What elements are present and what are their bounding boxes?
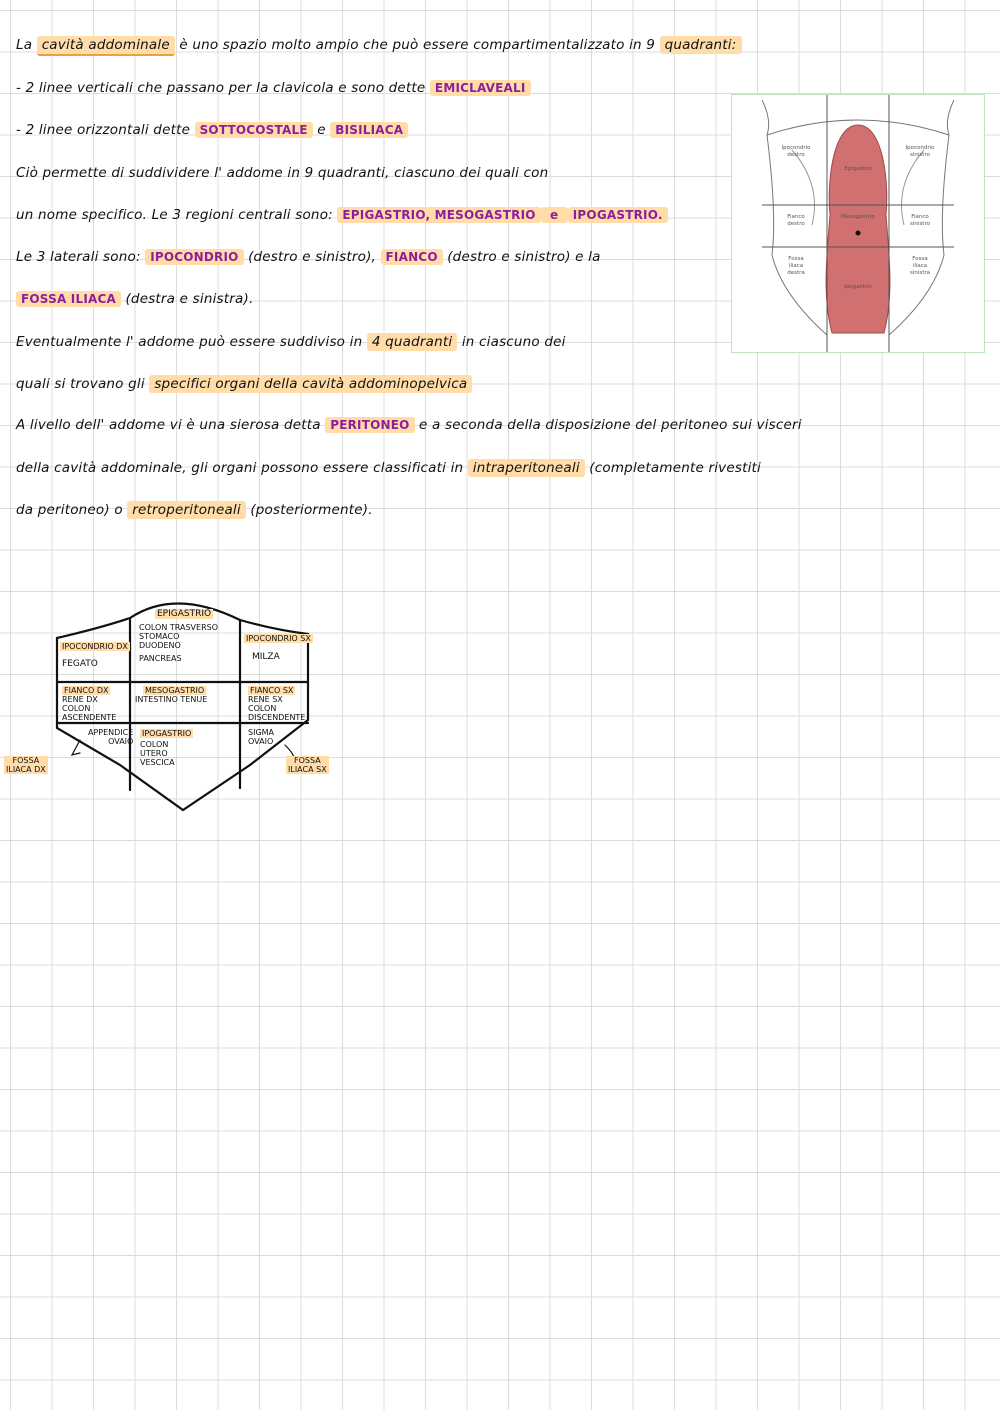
quadrants-sketch bbox=[0, 590, 360, 820]
highlight-cavita: cavità addominale bbox=[37, 36, 175, 56]
highlight-4-quadranti: 4 quadranti bbox=[367, 333, 457, 351]
label-mesogastrium: Mesogastrio bbox=[841, 214, 875, 220]
text: da peritoneo) o bbox=[16, 502, 128, 518]
text: della cavità addominale, gli organi possono essere classificati in bbox=[16, 460, 468, 476]
text: un nome specifico. Le 3 regioni centrali sono: bbox=[16, 207, 338, 223]
label-fossa-r bbox=[787, 256, 805, 276]
label-line: Fossa bbox=[912, 256, 928, 262]
fossa-sx-organs: SIGMA OVAIO bbox=[248, 728, 275, 746]
ipocondrio-sx-organ: MILZA bbox=[252, 652, 280, 662]
text: Eventualmente l' addome può essere suddiviso in bbox=[16, 334, 367, 350]
label-line: Ipocondrio bbox=[905, 145, 935, 151]
text: La bbox=[16, 37, 37, 53]
highlight-ipocondrio: IPOCONDRIO bbox=[145, 249, 243, 265]
label-line: Fossa bbox=[788, 256, 804, 262]
text: è uno spazio molto ampio che può essere compartimentalizzato in 9 bbox=[174, 37, 660, 53]
text: Le 3 laterali sono: bbox=[16, 249, 146, 265]
label-line: Ipocondrio bbox=[781, 145, 811, 151]
text: e bbox=[312, 122, 331, 138]
text: (destro e sinistro) e la bbox=[442, 249, 601, 265]
highlight-ipogastrio: IPOGASTRIO. bbox=[568, 207, 668, 223]
text: (posteriormente). bbox=[245, 502, 373, 518]
label-line: destro bbox=[787, 221, 805, 227]
label-fossa-l bbox=[910, 256, 930, 276]
highlight-intraperitoneali: intraperitoneali bbox=[468, 459, 585, 477]
text: in ciascuno dei bbox=[457, 334, 566, 350]
label-hypochondrium-r bbox=[782, 145, 812, 158]
text: quali si trovano gli bbox=[16, 376, 150, 392]
note-line-3 bbox=[16, 118, 408, 142]
highlight-sottocostale: SOTTOCOSTALE bbox=[195, 122, 313, 138]
note-line-1 bbox=[16, 33, 742, 57]
organ-silhouette bbox=[826, 125, 890, 333]
highlight-organi: specifici organi della cavità addominopelvica bbox=[149, 375, 472, 393]
note-line-6 bbox=[16, 245, 601, 269]
label-ipocondrio-dx: IPOCONDRIO DX bbox=[62, 642, 128, 651]
note-line-10 bbox=[16, 413, 802, 437]
label-fossa-iliaca-sx: FOSSA ILIACA SX bbox=[288, 756, 327, 774]
label-epigastrio: EPIGASTRIO bbox=[157, 609, 212, 619]
abdomen-illustration bbox=[732, 95, 984, 352]
note-line-7 bbox=[16, 287, 253, 311]
label-line: sinistro bbox=[910, 221, 930, 227]
note-line-9 bbox=[16, 372, 472, 396]
label-line: Fianco bbox=[911, 214, 929, 220]
label-hypogastrium: Ipogastrio bbox=[844, 284, 872, 290]
note-line-11 bbox=[16, 456, 761, 480]
note-line-5 bbox=[16, 203, 668, 227]
label-line: Fianco bbox=[787, 214, 805, 220]
text: e a seconda della disposizione del peritoneo sui visceri bbox=[414, 417, 802, 433]
label-line: destra bbox=[787, 270, 805, 276]
highlight-emiclaveali: EMICLAVEALI bbox=[430, 80, 531, 96]
text: A livello dell' addome vi è una sierosa detta bbox=[16, 417, 326, 433]
text: (completamente rivestiti bbox=[584, 460, 761, 476]
fossa-dx-organs: APPENDICE OVAIO bbox=[88, 728, 134, 746]
label-flank-r bbox=[787, 214, 805, 227]
text: - 2 linee verticali che passano per la clavicola e sono dette bbox=[16, 80, 430, 96]
highlight-peritoneo: PERITONEO bbox=[325, 417, 414, 433]
highlight-quadranti: quadranti: bbox=[660, 36, 742, 54]
note-line-8 bbox=[16, 330, 566, 354]
highlight-fossa-iliaca: FOSSA ILIACA bbox=[16, 291, 121, 307]
highlight-retroperitoneali: retroperitoneali bbox=[127, 501, 246, 519]
text: e bbox=[541, 207, 568, 223]
fianco-dx: FIANCO DX RENE DX COLON ASCENDENTE bbox=[62, 686, 117, 722]
label-fossa-iliaca-dx: FOSSA ILIACA DX bbox=[6, 756, 46, 774]
text: (destro e sinistro), bbox=[243, 249, 381, 265]
fianco-sx: FIANCO SX RENE SX COLON DISCENDENTE bbox=[248, 686, 306, 722]
mesogastrio: MESOGASTRIO INTESTINO TENUE bbox=[135, 686, 208, 704]
label-epigastrium: Epigastrio bbox=[844, 166, 872, 172]
text: - 2 linee orizzontali dette bbox=[16, 122, 195, 138]
label-hypochondrium-l bbox=[906, 145, 936, 158]
ipogastrio: IPOGASTRIO COLON UTERO VESCICA bbox=[140, 729, 192, 767]
ipocondrio-dx-organ: FEGATO bbox=[62, 659, 98, 669]
note-line-2 bbox=[16, 76, 531, 100]
label-line: iliaca bbox=[788, 263, 804, 269]
highlight-central-regions: EPIGASTRIO, MESOGASTRIO bbox=[337, 207, 540, 223]
label-line: destro bbox=[787, 152, 805, 158]
navel-dot bbox=[856, 231, 861, 236]
highlight-bisiliaca: BISILIACA bbox=[330, 122, 408, 138]
note-line-4: Ciò permette di suddividere l' addome in 9 quadranti, ciascuno dei quali con bbox=[16, 165, 549, 181]
arrow-fossa-dx bbox=[72, 740, 80, 755]
text: (destra e sinistra). bbox=[120, 291, 254, 307]
abdomen-regions-figure bbox=[731, 94, 985, 353]
highlight-fianco: FIANCO bbox=[381, 249, 443, 265]
label-line: iliaca bbox=[912, 263, 928, 269]
label-line: sinistra bbox=[909, 270, 931, 276]
note-line-12 bbox=[16, 498, 373, 522]
label-flank-l bbox=[910, 214, 931, 227]
epigastrio-organs: COLON TRASVERSO STOMACO DUODENO PANCREAS bbox=[139, 623, 219, 663]
label-line: sinistro bbox=[910, 152, 930, 158]
label-ipocondrio-sx: IPOCONDRIO SX bbox=[246, 634, 311, 643]
